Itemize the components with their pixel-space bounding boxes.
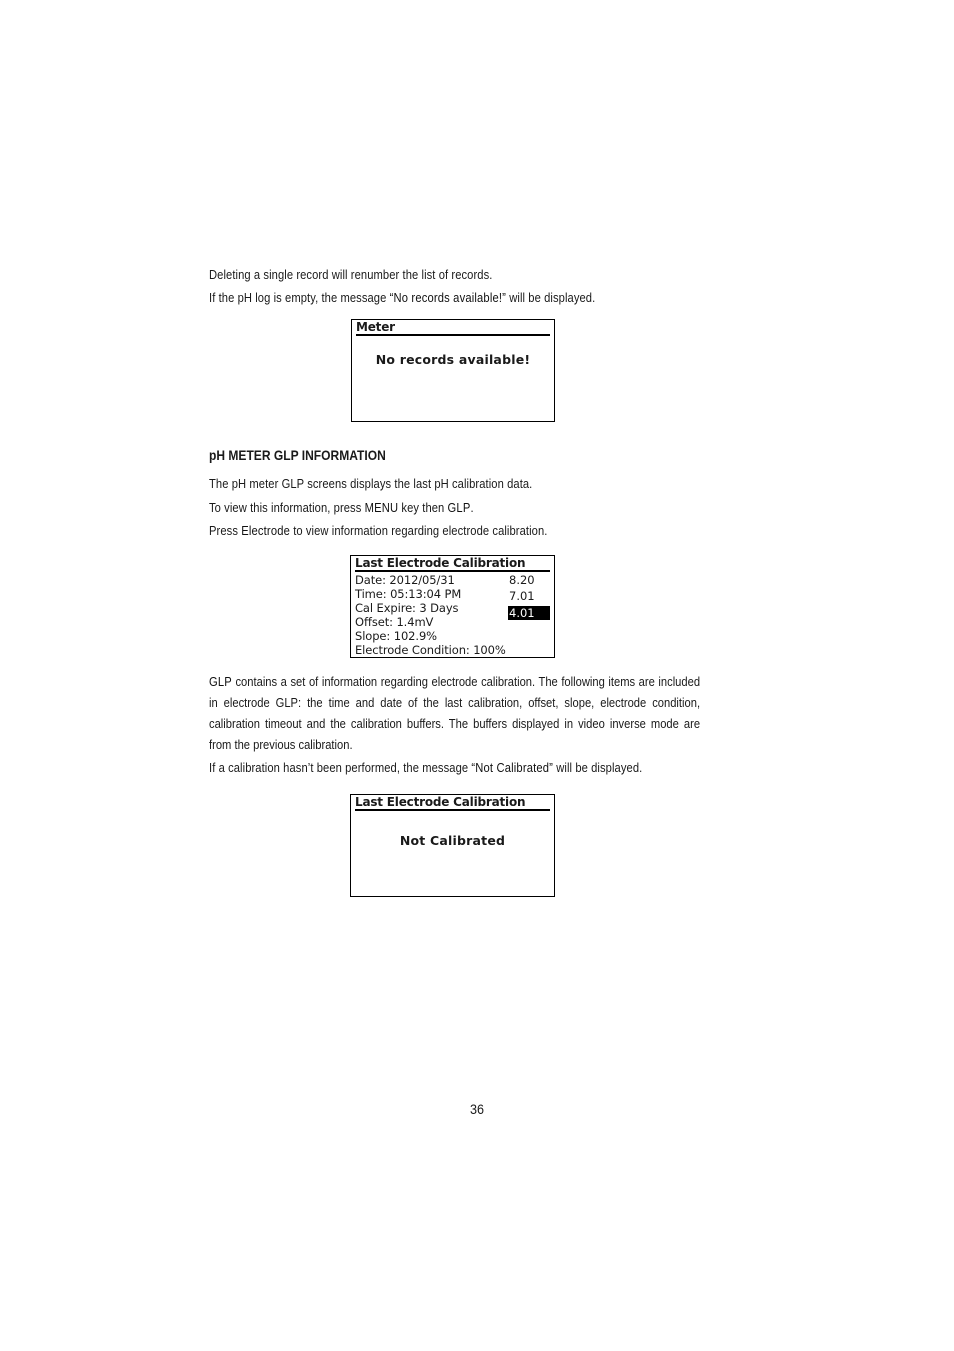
- lcd-row-electrode-condition: Electrode Condition: 100%: [355, 643, 506, 657]
- intro-line-1: [209, 266, 492, 284]
- lcd-title-calibration: Last Electrode Calibration: [355, 556, 550, 572]
- section-text-2a: To view this information, press: [209, 500, 365, 515]
- intro-text-1: Deleting a single record will renumber the list of records.: [209, 267, 493, 282]
- intro-line-2: [209, 289, 595, 307]
- page-number: 36: [469, 1101, 485, 1117]
- section-line-1: [209, 475, 532, 493]
- section-text-1: The pH meter GLP screens displays the last pH calibration data.: [209, 476, 533, 491]
- section-text-3b: to view information regarding electrode calibration.: [290, 523, 548, 538]
- section-line-3: [209, 522, 547, 540]
- lcd-screen-no-records: [351, 319, 555, 422]
- not-calibrated-text-a: If a calibration hasn’t been performed, the message: [209, 760, 472, 775]
- not-calibrated-text-b: will be displayed.: [553, 760, 643, 775]
- lcd-message-not-calibrated: Not Calibrated: [399, 833, 506, 848]
- intro-message-no-records: “No records available!”: [389, 290, 507, 305]
- not-calibrated-message: “Not Calibrated”: [471, 760, 554, 775]
- lcd-buffer-3-inverse: 4.01: [508, 606, 550, 620]
- lcd-row-time: Time: 05:13:04 PM: [355, 587, 462, 601]
- lcd-screen-calibration: [350, 555, 555, 658]
- intro-text-2b: will be displayed.: [506, 290, 596, 305]
- electrode-key-label: Electrode: [241, 523, 291, 538]
- glp-paragraph: [209, 671, 700, 755]
- not-calibrated-line: [209, 759, 642, 777]
- lcd-message-no-records: No records available!: [375, 352, 531, 367]
- glp-paragraph-term: GLP: [209, 674, 232, 689]
- lcd-row-offset: Offset: 1.4mV: [355, 615, 434, 629]
- intro-text-2a: If the pH log is empty, the message: [209, 290, 390, 305]
- section-line-2: [209, 499, 474, 517]
- lcd-row-date: Date: 2012/05/31: [355, 573, 455, 587]
- lcd-title-meter: Meter: [356, 320, 550, 336]
- lcd-title-not-calibrated: Last Electrode Calibration: [355, 795, 550, 811]
- section-text-3a: Press: [209, 523, 242, 538]
- glp-paragraph-text: contains a set of information regarding electrode calibration. The following items are included in electrode GLP: the time and date of the last calibration, offset, slope, electrode condition, calibration timeout and the calibration buffers. The buffers displayed in video inverse mode are from the previous calibration.: [209, 674, 701, 752]
- glp-key-label: GLP: [447, 500, 471, 515]
- section-text-2c: .: [470, 500, 474, 515]
- menu-key-label: MENU: [364, 500, 399, 515]
- section-heading: pH METER GLP INFORMATION: [209, 447, 386, 463]
- lcd-buffer-2: 7.01: [509, 589, 535, 603]
- lcd-row-cal-expire: Cal Expire: 3 Days: [355, 601, 459, 615]
- lcd-buffer-1: 8.20: [509, 573, 535, 587]
- section-text-2b: key then: [398, 500, 448, 515]
- lcd-screen-not-calibrated: [350, 794, 555, 897]
- lcd-row-slope: Slope: 102.9%: [355, 629, 437, 643]
